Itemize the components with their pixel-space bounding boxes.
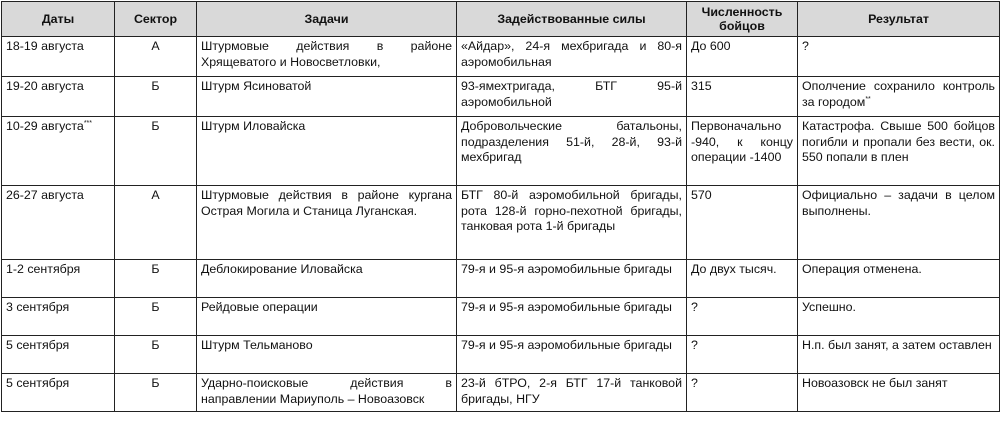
cell-dates: 5 сентября (2, 336, 115, 374)
cell-forces: «Айдар», 24-я мехбригада и 80-я аэромобильная (457, 37, 687, 77)
cell-result: Ополчение сохранило контроль за городом** (798, 77, 1000, 117)
cell-task: Штурм Ясиноватой (197, 77, 457, 117)
cell-strength: До двух тысяч. (687, 260, 798, 298)
cell-strength: 570 (687, 186, 798, 260)
table-row (2, 374, 1000, 412)
table-row (2, 336, 1000, 374)
table-row (2, 37, 1000, 77)
table-row (2, 117, 1000, 186)
cell-dates: 10-29 августа*** (2, 117, 115, 186)
cell-sector: Б (115, 374, 197, 412)
cell-dates: 3 сентября (2, 298, 115, 336)
cell-dates: 5 сентября (2, 374, 115, 412)
table-row (2, 260, 1000, 298)
header-forces: Задействованные силы (457, 2, 687, 37)
cell-task: Штурмовые действия в районе кургана Острая Могила и Станица Луганская. (197, 186, 457, 260)
cell-sector: Б (115, 77, 197, 117)
cell-forces: БТГ 80-й аэромобильной бригады, рота 128-й горно-пехотной бригады, танковая рота 1-й бригады (457, 186, 687, 260)
operations-table (1, 1, 1000, 412)
cell-strength: До 600 (687, 37, 798, 77)
cell-result: Н.п. был занят, а затем оставлен (798, 336, 1000, 374)
header-strength: Численность бойцов (687, 2, 798, 37)
cell-result: Катастрофа. Свыше 500 бойцов погибли и пропали без вести, ок. 550 попали в плен (798, 117, 1000, 186)
cell-task: Деблокирование Иловайска (197, 260, 457, 298)
cell-sector: Б (115, 298, 197, 336)
cell-strength: ? (687, 336, 798, 374)
table-header-row (2, 2, 1000, 37)
cell-dates: 19-20 августа (2, 77, 115, 117)
table-row (2, 77, 1000, 117)
cell-task: Штурмовые действия в районе Хрящеватого и Новосветловки, (197, 37, 457, 77)
cell-forces: 79-я и 95-я аэромобильные бригады (457, 298, 687, 336)
table-row (2, 298, 1000, 336)
cell-result: Официально – задачи в целом выполнены. (798, 186, 1000, 260)
cell-strength: 315 (687, 77, 798, 117)
cell-task: Штурм Иловайска (197, 117, 457, 186)
cell-forces: Добровольческие батальоны, подразделения 51-й, 28-й, 93-й мехбригад (457, 117, 687, 186)
cell-strength: ? (687, 298, 798, 336)
cell-strength: Первоначально -940, к концу операции -1400 (687, 117, 798, 186)
cell-forces: 23-й бТРО, 2-я БТГ 17-й танковой бригады, НГУ (457, 374, 687, 412)
cell-forces: 79-я и 95-я аэромобильные бригады (457, 260, 687, 298)
cell-task: Штурм Тельманово (197, 336, 457, 374)
table-row (2, 186, 1000, 260)
cell-result: Операция отменена. (798, 260, 1000, 298)
cell-dates: 26-27 августа (2, 186, 115, 260)
cell-sector: А (115, 186, 197, 260)
header-sector: Сектор (115, 2, 197, 37)
cell-dates: 1-2 сентября (2, 260, 115, 298)
cell-task: Ударно-поисковые действия в направлении Мариуполь – Новоазовск (197, 374, 457, 412)
cell-result: Новоазовск не был занят (798, 374, 1000, 412)
header-result: Результат (798, 2, 1000, 37)
header-dates: Даты (2, 2, 115, 37)
cell-result: ? (798, 37, 1000, 77)
cell-sector: Б (115, 260, 197, 298)
cell-forces: 79-я и 95-я аэромобильные бригады (457, 336, 687, 374)
cell-sector: А (115, 37, 197, 77)
cell-forces: 93-ямехтригада, БТГ 95-й аэромобильной (457, 77, 687, 117)
cell-result: Успешно. (798, 298, 1000, 336)
cell-sector: Б (115, 117, 197, 186)
cell-sector: Б (115, 336, 197, 374)
cell-task: Рейдовые операции (197, 298, 457, 336)
header-tasks: Задачи (197, 2, 457, 37)
cell-dates: 18-19 августа (2, 37, 115, 77)
cell-strength: ? (687, 374, 798, 412)
